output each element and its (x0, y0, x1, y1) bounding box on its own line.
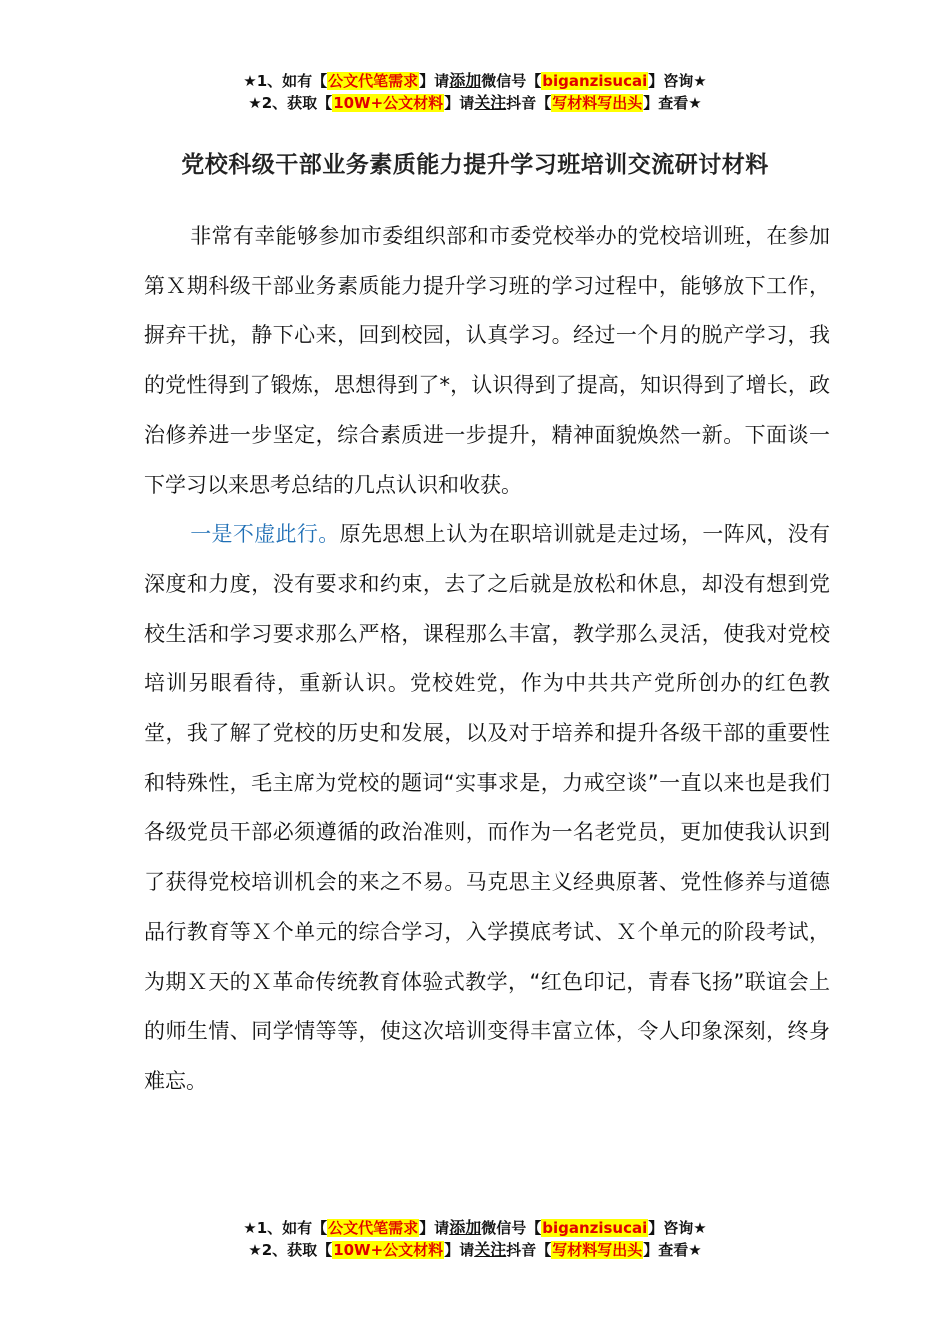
paragraph-point-one (144, 510, 830, 1106)
highlight-materials: 10W+公文材料 (333, 1241, 444, 1259)
banner-text: 】请 (419, 1219, 450, 1237)
banner-text: 微信号【 (481, 72, 542, 90)
document-body (144, 212, 830, 1107)
banner-line-1 (0, 1217, 950, 1239)
banner-emphasis: 关注 (474, 93, 507, 112)
banner-text: 】请 (444, 1241, 475, 1259)
highlight-materials: 10W+公文材料 (333, 94, 444, 112)
banner-text: 抖音【 (506, 94, 552, 112)
banner-text: 抖音【 (506, 1241, 552, 1259)
banner-text: ★1、如有【 (243, 1219, 328, 1237)
highlight-service: 公文代笔需求 (328, 72, 419, 90)
highlight-douyin-id: 写材料写出头 (552, 1241, 643, 1259)
banner-text: 】请 (419, 72, 450, 90)
banner-text: 】请 (444, 94, 475, 112)
highlight-wechat-id: biganzisucai (542, 1219, 648, 1237)
banner-emphasis: 添加 (449, 1218, 482, 1237)
paragraph-point-one-body: 原先思想上认为在职培训就是走过场，一阵风，没有深度和力度，没有要求和约束，去了之后就是放松和休息，却没有想到党校生活和学习要求那么严格，课程那么丰富，教学那么灵活，使我对党校培训另眼看待，重新认识。党校姓党，作为中共共产党所创办的红色教堂，我了解了党校的历史和发展，以及对于培养和提升各级干部的重要性和特殊性，毛主席为党校的题词“实事求是，力戒空谈”一直以来也是我们各级党员干部必须遵循的政治准则，而作为一名老党员，更加使我认识到了获得党校培训机会的来之不易。马克思主义经典原著、党性修养与道德品行教育等Ｘ个单元的综合学习，入学摸底考试、Ｘ个单元的阶段考试，为期Ｘ天的Ｘ革命传统教育体验式教学，“红色印记，青春飞扬”联谊会上的师生情、同学情等等，使这次培训变得丰富立体，令人印象深刻，终身难忘。 (144, 522, 831, 1093)
banner-line-2 (0, 92, 950, 114)
paragraph-lead-heading: 一是不虚此行。 (190, 522, 340, 547)
banner-text: ★1、如有【 (243, 72, 328, 90)
banner-emphasis: 关注 (474, 1240, 507, 1259)
document-title: 党校科级干部业务素质能力提升学习班培训交流研讨材料 (181, 152, 769, 178)
paragraph-intro: 非常有幸能够参加市委组织部和市委党校举办的党校培训班，在参加第Ｘ期科级干部业务素质能力提升学习班的学习过程中，能够放下工作，摒弃干扰，静下心来，回到校园，认真学习。经过一个月的脱产学习，我的党性得到了锻炼，思想得到了*，认识得到了提高，知识得到了增长，政治修养进一步坚定，综合素质进一步提升，精神面貌焕然一新。下面谈一下学习以来思考总结的几点认识和收获。 (144, 224, 830, 497)
banner-text: 】咨询★ (648, 1219, 707, 1237)
banner-text: 微信号【 (481, 1219, 542, 1237)
highlight-wechat-id: biganzisucai (542, 72, 648, 90)
banner-line-1 (0, 70, 950, 92)
banner-text: 】咨询★ (648, 72, 707, 90)
banner-line-2 (0, 1239, 950, 1261)
header-banner (0, 70, 950, 114)
highlight-service: 公文代笔需求 (328, 1219, 419, 1237)
footer-banner (0, 1217, 950, 1261)
banner-text: ★2、获取【 (248, 1241, 333, 1259)
banner-emphasis: 添加 (449, 71, 482, 90)
banner-text: 】查看★ (643, 1241, 702, 1259)
banner-text: 】查看★ (643, 94, 702, 112)
highlight-douyin-id: 写材料写出头 (552, 94, 643, 112)
banner-text: ★2、获取【 (248, 94, 333, 112)
